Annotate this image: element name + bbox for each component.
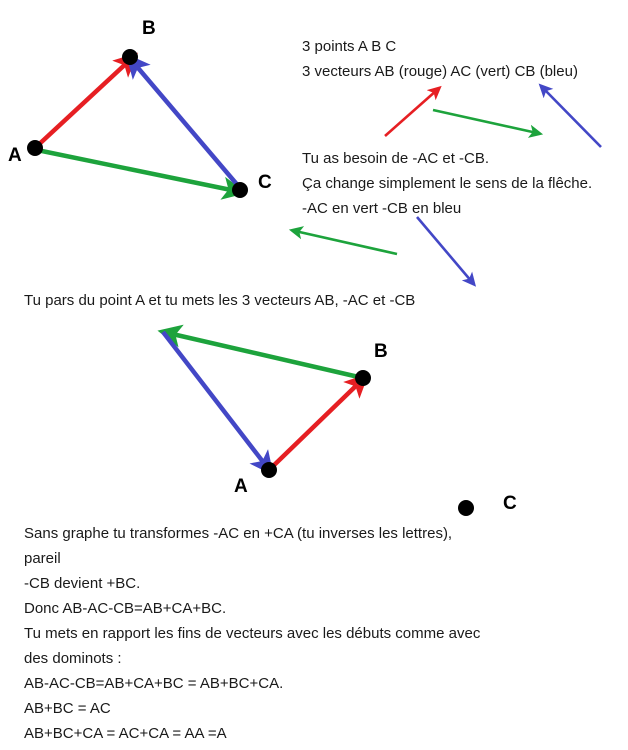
arrow-blue-up bbox=[543, 88, 601, 147]
vector-negCB-green bbox=[168, 333, 363, 378]
diagram-bottom-triangle bbox=[163, 332, 474, 516]
vector-AB-red bbox=[35, 60, 130, 148]
explanation-line7: AB-AC-CB=AB+CA+BC = AB+BC+CA. bbox=[24, 675, 284, 692]
point-label-A-2: A bbox=[234, 476, 248, 497]
point-label-B: B bbox=[142, 18, 156, 39]
point-label-A: A bbox=[8, 145, 22, 166]
arrow-red-up bbox=[385, 90, 437, 136]
point-B-dot-2 bbox=[355, 370, 371, 386]
notes-top-line1: 3 points A B C bbox=[302, 38, 397, 55]
explanation-line3: -CB devient +BC. bbox=[24, 575, 141, 592]
vector-AC-green bbox=[37, 150, 236, 191]
point-label-B-2: B bbox=[374, 341, 388, 362]
point-C-dot bbox=[232, 182, 248, 198]
point-A-dot-2 bbox=[261, 462, 277, 478]
arrow-blue-down bbox=[417, 217, 472, 282]
explanation-line2: pareil bbox=[24, 550, 61, 567]
explanation-line8: AB+BC = AC bbox=[24, 700, 111, 717]
arrow-green-left bbox=[295, 231, 397, 254]
point-label-C: C bbox=[258, 172, 272, 193]
arrow-green-right bbox=[433, 110, 537, 133]
notes-top-line2: 3 vecteurs AB (rouge) AC (vert) CB (bleu) bbox=[302, 63, 578, 80]
diagram-top-triangle bbox=[27, 49, 248, 198]
vector-AB-red-2 bbox=[269, 381, 361, 470]
instruction-line: Tu pars du point A et tu mets les 3 vecteurs AB, -AC et -CB bbox=[24, 292, 416, 309]
point-label-C-2: C bbox=[503, 493, 517, 514]
notes-mid-line3: -AC en vert -CB en bleu bbox=[302, 200, 462, 217]
explanation-line4: Donc AB-AC-CB=AB+CA+BC. bbox=[24, 600, 227, 617]
explanation-line6: des dominots : bbox=[24, 650, 122, 667]
point-C-dot-2 bbox=[458, 500, 474, 516]
explanation-line1: Sans graphe tu transformes -AC en +CA (tu inverses les lettres), bbox=[24, 525, 453, 542]
point-B-dot bbox=[122, 49, 138, 65]
legend-arrows-upper bbox=[385, 88, 601, 147]
point-A-dot bbox=[27, 140, 43, 156]
notes-mid-line1: Tu as besoin de -AC et -CB. bbox=[302, 150, 490, 167]
notes-mid-line2: Ça change simplement le sens de la flêche. bbox=[302, 175, 593, 192]
explanation-line9: AB+BC+CA = AC+CA = AA =A bbox=[24, 725, 227, 742]
vector-CB-blue bbox=[133, 62, 240, 188]
explanation-line5: Tu mets en rapport les fins de vecteurs avec les débuts comme avec bbox=[24, 625, 481, 642]
legend-arrows-lower bbox=[295, 217, 472, 282]
